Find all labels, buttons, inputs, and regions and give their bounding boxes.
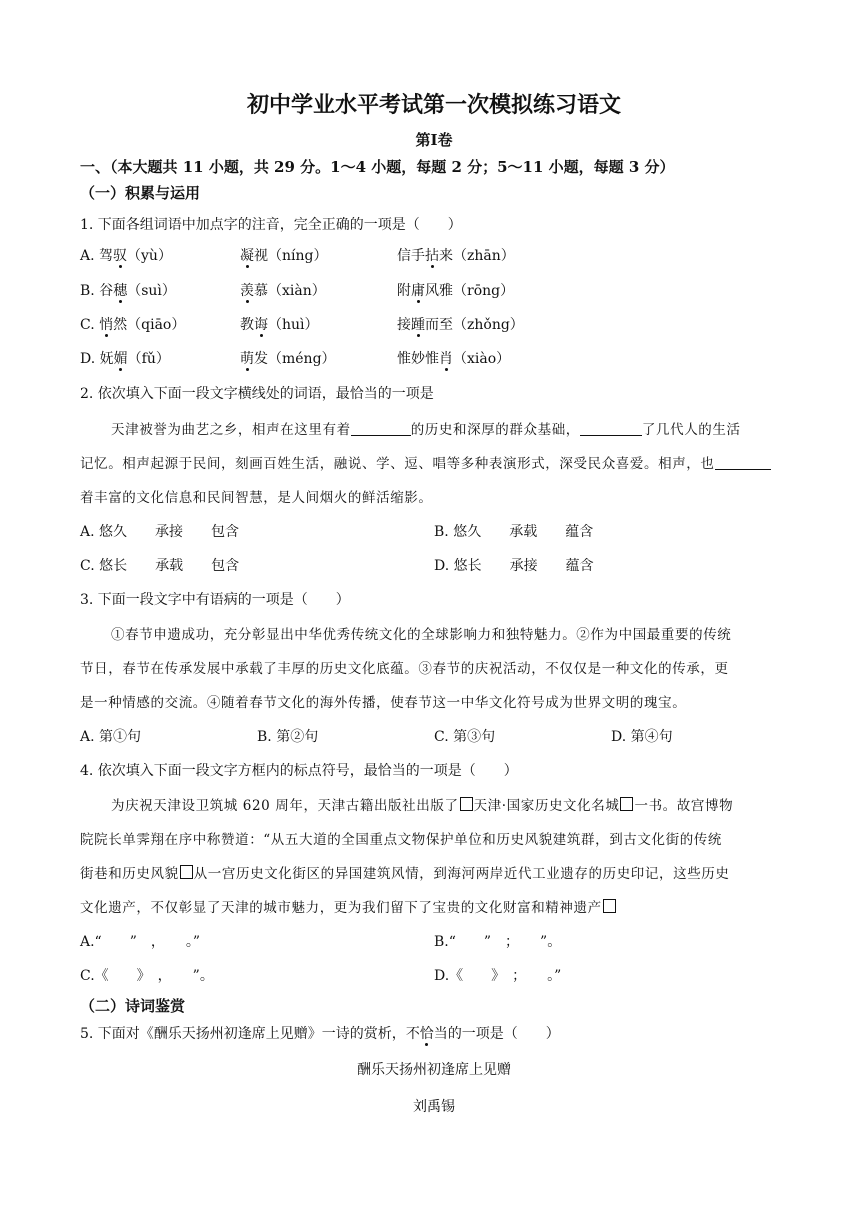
- q3-option-c: C. 第③句: [434, 729, 496, 745]
- q1-option-b3: 附庸风雅（rōng）: [397, 283, 515, 299]
- q1-stem: 1. 下面各组词语中加点字的注音，完全正确的一项是（ ）: [80, 217, 462, 233]
- punctuation-box: [180, 865, 193, 879]
- q3-stem: 3. 下面一段文字中有语病的一项是（ ）: [80, 592, 350, 608]
- poem-title: 酬乐天扬州初逢席上见赠: [357, 1062, 511, 1078]
- poem-author: 刘禹锡: [413, 1099, 455, 1115]
- q1-option-c3: 接踵而至（zhǒng）: [397, 317, 524, 333]
- q1-option-a1: A. 驾驭（yù）: [80, 248, 172, 264]
- q2-stem: 2. 依次填入下面一段文字横线处的词语，最恰当的一项是: [80, 386, 434, 402]
- q2-option-c: C. 悠长 承载 包含: [80, 558, 240, 574]
- punctuation-box: [603, 899, 616, 913]
- q2-passage-line3: 着丰富的文化信息和民间智慧，是人间烟火的鲜活缩影。: [80, 490, 433, 506]
- q1-option-a3: 信手拈来（zhān）: [397, 248, 515, 264]
- q3-option-b: B. 第②句: [257, 729, 319, 745]
- q4-passage-line2: 院院长单霁翔在序中称赞道：“从五大道的全国重点文物保护单位和历史风貌建筑群，到古文化街的传统: [80, 832, 722, 848]
- q1-option-d1: D. 妩媚（fǔ）: [80, 351, 170, 367]
- q1-option-b1: B. 谷穗（suì）: [80, 283, 176, 299]
- q4-passage-line3: 街巷和历史风貌 从一宫历史文化街区的异国建筑风情，到海河两岸近代工业遗存的历史印记，这些历史: [80, 866, 730, 882]
- section-heading-poetry: （二）诗词鉴赏: [80, 997, 186, 1015]
- q1-option-d3: 惟妙惟肖（xiào）: [397, 351, 511, 367]
- q2-passage-line2: 记忆。相声起源于民间，刻画百姓生活，融说、学、逗、唱等多种表演形式，深受民众喜爱。相声，也: [80, 454, 771, 474]
- q2-passage-line1: 天津被誉为曲艺之乡，相声在这里有着 的历史和深厚的群众基础， 了几代人的生活: [111, 422, 741, 438]
- q5-stem: 5. 下面对《酬乐天扬州初逢席上见赠》一诗的赏析，不恰当的一项是（ ）: [80, 1026, 560, 1042]
- q3-passage-line2: 节日，春节在传承发展中承载了丰厚的历史文化底蕴。③春节的庆祝活动，不仅仅是一种文化的传承，更: [80, 661, 729, 677]
- q4-stem: 4. 依次填入下面一段文字方框内的标点符号，最恰当的一项是（ ）: [80, 763, 518, 779]
- q1-option-b2: 羡慕（xiàn）: [240, 283, 326, 299]
- q4-option-b: B.“ ” ； ”。: [434, 934, 562, 950]
- volume-label: 第Ⅰ卷: [415, 131, 453, 149]
- q4-option-a: A.“ ” ， 。”: [80, 934, 201, 950]
- q4-option-c: C.《 》 ， ”。: [80, 968, 214, 984]
- q4-passage-line1: 为庆祝天津设卫筑城 620 周年，天津古籍出版社出版了 天津·国家历史文化名城 一书。故宫博物: [111, 798, 734, 814]
- q3-option-a: A. 第①句: [80, 729, 142, 745]
- q1-option-c1: C. 悄然（qiāo）: [80, 317, 186, 333]
- q3-passage-line1: ①春节申遗成功，充分彰显出中华优秀传统文化的全球影响力和独特魅力。②作为中国最重要的传统: [111, 627, 732, 643]
- q2-option-b: B. 悠久 承载 蕴含: [434, 524, 594, 540]
- section-heading-accumulation: （一）积累与运用: [80, 184, 201, 202]
- q1-option-d2: 萌发（méng）: [240, 351, 336, 367]
- q4-passage-line4: 文化遗产，不仅彰显了天津的城市魅力，更为我们留下了宝贵的文化财富和精神遗产: [80, 898, 617, 918]
- q3-option-d: D. 第④句: [611, 729, 673, 745]
- q4-option-d: D.《 》 ； 。”: [434, 968, 562, 984]
- q1-option-c2: 教诲（huì）: [240, 317, 319, 333]
- part1-header: 一、（本大题共 11 小题，共 29 分。1～4 小题，每题 2 分；5～11 小题，每题 3 分）: [80, 158, 675, 176]
- q1-option-a2: 凝视（níng）: [240, 248, 328, 264]
- punctuation-box: [620, 797, 633, 811]
- exam-title: 初中学业水平考试第一次模拟练习语文: [246, 92, 621, 118]
- q2-option-d: D. 悠长 承接 蕴含: [434, 558, 594, 574]
- q2-option-a: A. 悠久 承接 包含: [80, 524, 240, 540]
- q3-passage-line3: 是一种情感的交流。④随着春节文化的海外传播，使春节这一中华文化符号成为世界文明的瑰宝。: [80, 695, 687, 711]
- punctuation-box: [460, 797, 473, 811]
